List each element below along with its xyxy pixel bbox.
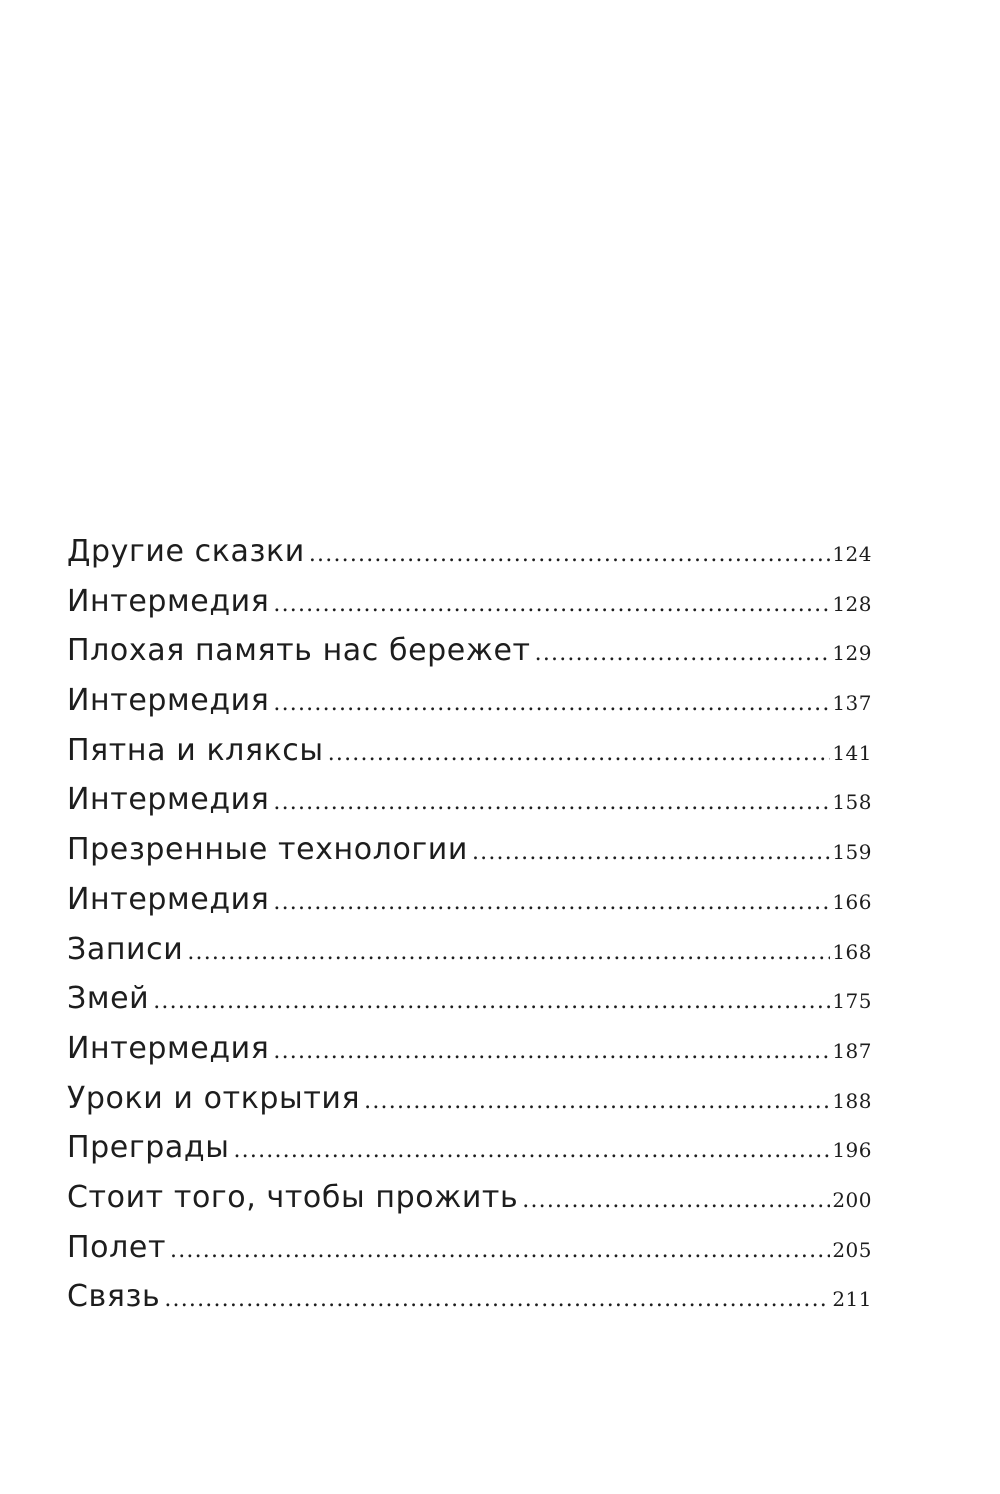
toc-entry — [67, 832, 872, 882]
toc-entry — [67, 733, 872, 783]
toc-entry-page: 168 — [832, 939, 872, 964]
toc-entry-title: Уроки и открытия — [67, 1080, 361, 1116]
toc-entry-title: Интермедия — [67, 583, 270, 619]
toc-entry-title: Змей — [67, 981, 150, 1017]
toc-entry — [67, 782, 872, 832]
toc-entry-page: 211 — [832, 1287, 872, 1312]
toc-entry-title: Интермедия — [67, 683, 270, 719]
toc-entry-page: 205 — [832, 1237, 872, 1262]
toc-dot-leader — [309, 542, 830, 567]
toc-dot-leader — [170, 1238, 830, 1263]
toc-dot-leader — [273, 790, 830, 815]
toc-entry — [67, 981, 872, 1031]
toc-entry — [67, 1279, 872, 1329]
toc-entry-page: 196 — [832, 1138, 872, 1163]
toc-dot-leader — [364, 1089, 830, 1114]
toc-dot-leader — [273, 1039, 830, 1064]
toc-entry — [67, 1081, 872, 1131]
toc-entry — [67, 633, 872, 683]
toc-entry-page: 200 — [832, 1187, 872, 1212]
toc-entry-page: 188 — [832, 1088, 872, 1113]
toc-dot-leader — [164, 1287, 830, 1312]
toc-entry — [67, 1130, 872, 1180]
toc-entry-title: Интермедия — [67, 1030, 270, 1066]
toc-entry-title: Полет — [67, 1229, 167, 1265]
toc-dot-leader — [472, 840, 830, 865]
toc-entry-page: 137 — [832, 691, 872, 716]
toc-entry-title: Записи — [67, 931, 184, 967]
toc-dot-leader — [328, 741, 831, 766]
toc-entry — [67, 882, 872, 932]
toc-entry-page: 128 — [832, 591, 872, 616]
toc-entry — [67, 534, 872, 584]
toc-dot-leader — [273, 890, 830, 915]
toc-entry-title: Интермедия — [67, 881, 270, 917]
toc-entry — [67, 1180, 872, 1230]
toc-entry-title: Плохая память нас бережет — [67, 633, 531, 669]
toc-entry-title: Связь — [67, 1279, 161, 1315]
toc-entry-title: Стоит того, чтобы прожить — [67, 1179, 519, 1215]
toc-entry-page: 175 — [832, 989, 872, 1014]
toc-dot-leader — [273, 592, 830, 617]
toc-entry — [67, 683, 872, 733]
toc-entry-page: 159 — [832, 840, 872, 865]
toc-entry — [67, 1230, 872, 1280]
toc-entry-page: 129 — [832, 641, 872, 666]
toc-dot-leader — [233, 1138, 830, 1163]
toc-entry-page: 187 — [832, 1038, 872, 1063]
toc-entry-title: Преграды — [67, 1130, 230, 1166]
toc-dot-leader — [522, 1188, 830, 1213]
toc-entry — [67, 584, 872, 634]
toc-entry-page: 158 — [832, 790, 872, 815]
toc-entry-page: 124 — [832, 542, 872, 566]
toc-entry-title: Интермедия — [67, 782, 270, 818]
toc-entry-title: Презренные технологии — [67, 832, 468, 868]
toc-dot-leader — [153, 989, 830, 1014]
toc-entry — [67, 1031, 872, 1081]
toc-entry-title: Другие сказки — [67, 534, 305, 569]
toc-dot-leader — [535, 641, 831, 666]
toc-dot-leader — [273, 691, 830, 716]
toc-entry-title: Пятна и кляксы — [67, 732, 324, 768]
toc-dot-leader — [187, 940, 830, 965]
toc-entry — [67, 932, 872, 982]
table-of-contents — [67, 534, 872, 1329]
toc-entry-page: 166 — [832, 889, 872, 914]
toc-entry-page: 141 — [832, 740, 872, 765]
